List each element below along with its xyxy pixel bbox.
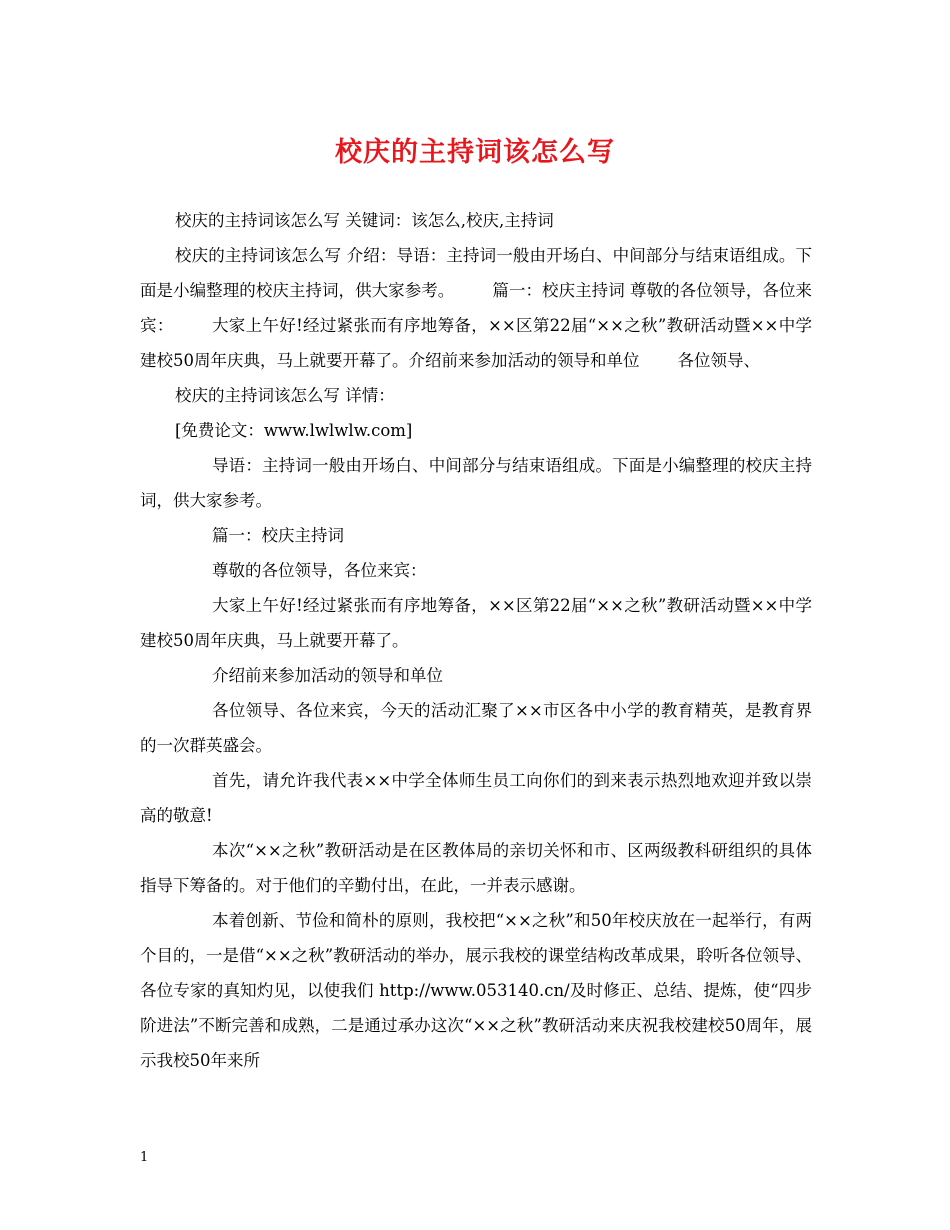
body-paragraph: 本次“××之秋”教研活动是在区教体局的亲切关怀和市、区两级教科研组织的具体指导下筹备的。对于他们的辛勤付出，在此，一并表示感谢。 [140, 841, 812, 895]
source-line: [免费论文：www.lwlwlw.com] [175, 421, 413, 440]
body-paragraph: 导语：主持词一般由开场白、中间部分与结束语组成。下面是小编整理的校庆主持词，供大家参考。 [140, 456, 812, 510]
document-title: 校庆的主持词该怎么写 [335, 137, 615, 168]
page-number: 1 [140, 1150, 149, 1165]
details-line: 校庆的主持词该怎么写 详情： [175, 386, 395, 405]
body-paragraph: 本着创新、节俭和简朴的原则，我校把“××之秋”和50年校庆放在一起举行，有两个目的，一是借“××之秋”教研活动的举办，展示我校的课堂结构改革成果，聆听各位领导、各位专家的真知灼见，以使我们 http://www.053140.cn/及时修正、总结、提炼，使“四步阶进法”不断完善和成熟，二是通过承办这次“××之秋”教研活动来庆祝我校建校50周年，展示我校50年来所 [140, 911, 812, 1070]
intro-text-3: 大家上午好!经过紧张而有序地筹备，××区第22届“××之秋”教研活动暨××中学建校50周年庆典，马上就要开幕了。介绍前来参加活动的领导和单位 [140, 316, 813, 370]
salutation: 尊敬的各位领导，各位来宾： [212, 561, 427, 580]
body-paragraph: 介绍前来参加活动的领导和单位 [212, 666, 443, 685]
keywords-line: 校庆的主持词该怎么写 关键词：该怎么,校庆,主持词 [175, 211, 554, 230]
intro-paragraph [140, 238, 812, 378]
section-heading: 篇一：校庆主持词 [212, 526, 344, 545]
intro-text-4: 各位领导、 [677, 351, 760, 370]
intro-text-2: 篇一：校庆主持词 尊敬的各位领导，各位来宾： [140, 281, 813, 335]
body-paragraph: 各位领导、各位来宾，今天的活动汇聚了××市区各中小学的教育精英，是教育界的一次群英盛会。 [140, 701, 812, 755]
intro-text-1: 校庆的主持词该怎么写 介绍：导语：主持词一般由开场白、中间部分与结束语组成。下面是小编整理的校庆主持词，供大家参考。 [140, 246, 812, 300]
body-paragraph: 大家上午好!经过紧张而有序地筹备，××区第22届“××之秋”教研活动暨××中学建校50周年庆典，马上就要开幕了。 [140, 596, 812, 650]
body-paragraph: 首先，请允许我代表××中学全体师生员工向你们的到来表示热烈地欢迎并致以崇高的敬意! [140, 771, 812, 825]
document-body [140, 203, 812, 1078]
